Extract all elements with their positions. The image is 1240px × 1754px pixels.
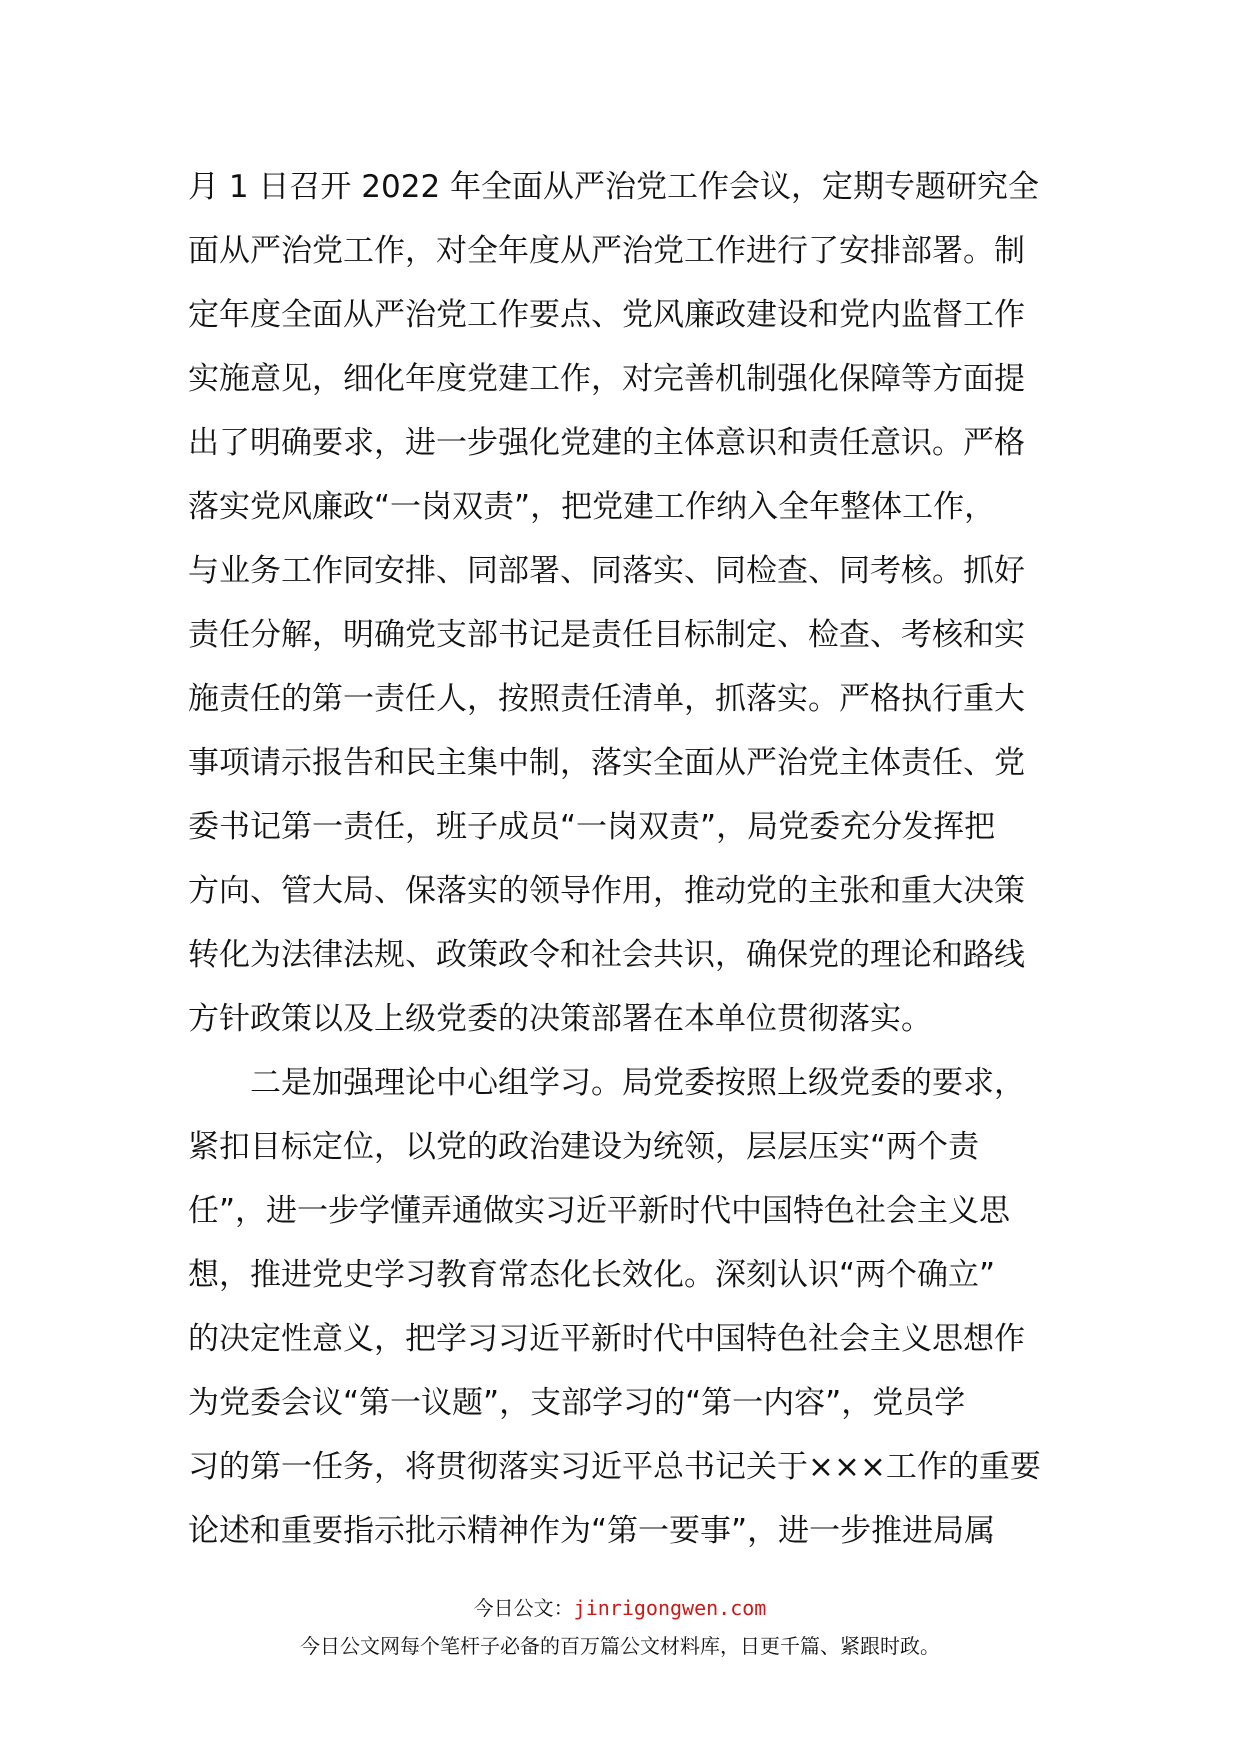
text-line: 习的第一任务，将贯彻落实习近平总书记关于×××工作的重要: [188, 1449, 1041, 1485]
text-line: 落实党风廉政“一岗双责”，把党建工作纳入全年整体工作，: [188, 489, 996, 525]
text-line: 定年度全面从严治党工作要点、党风廉政建设和党内监督工作: [188, 297, 1025, 333]
document-body: [188, 155, 1054, 1563]
text-line: 方向、管大局、保落实的领导作用，推动党的主张和重大决策: [188, 873, 1025, 909]
text-line: 与业务工作同安排、同部署、同落实、同检查、同考核。抓好: [188, 553, 1025, 589]
footer-slogan: 今日公文网每个笔杆子必备的百万篇公文材料库，日更千篇、紧跟时政。: [300, 1634, 940, 1658]
text-line: 事项请示报告和民主集中制，落实全面从严治党主体责任、党: [188, 745, 1025, 781]
text-line: 施责任的第一责任人，按照责任清单，抓落实。严格执行重大: [188, 681, 1025, 717]
text-line: 论述和重要指示批示精神作为“第一要事”，进一步推进局属: [188, 1513, 996, 1549]
footer-source: [0, 1592, 1240, 1621]
text-line: 紧扣目标定位，以党的政治建设为统领，层层压实“两个责: [188, 1129, 980, 1165]
text-line: 责任分解，明确党支部书记是责任目标制定、检查、考核和实: [188, 617, 1025, 653]
text-line: 月 1 日召开 2022 年全面从严治党工作会议，定期专题研究全: [188, 169, 1040, 205]
text-line: 任”，进一步学懂弄通做实习近平新时代中国特色社会主义思: [188, 1193, 1011, 1229]
text-line: 方针政策以及上级党委的决策部署在本单位贯彻落实。: [188, 1001, 932, 1037]
footer-link[interactable]: jinrigongwen.com: [573, 1596, 767, 1620]
footer-label: 今日公文：: [473, 1596, 574, 1620]
text-line: 为党委会议“第一议题”，支部学习的“第一内容”，党员学: [188, 1385, 966, 1421]
text-line: 转化为法律法规、政策政令和社会共识，确保党的理论和路线: [188, 937, 1025, 973]
text-line: 想，推进党史学习教育常态化长效化。深刻认识“两个确立”: [188, 1257, 996, 1293]
text-line: 实施意见，细化年度党建工作，对完善机制强化保障等方面提: [188, 361, 1025, 397]
paragraph-start-line: 二是加强理论中心组学习。局党委按照上级党委的要求，: [250, 1065, 1025, 1101]
text-line: 委书记第一责任，班子成员“一岗双责”，局党委充分发挥把: [188, 809, 996, 845]
text-line: 面从严治党工作，对全年度从严治党工作进行了安排部署。制: [188, 233, 1025, 269]
text-line: 的决定性意义，把学习习近平新时代中国特色社会主义思想作: [188, 1321, 1025, 1357]
text-line: 出了明确要求，进一步强化党建的主体意识和责任意识。严格: [188, 425, 1025, 461]
